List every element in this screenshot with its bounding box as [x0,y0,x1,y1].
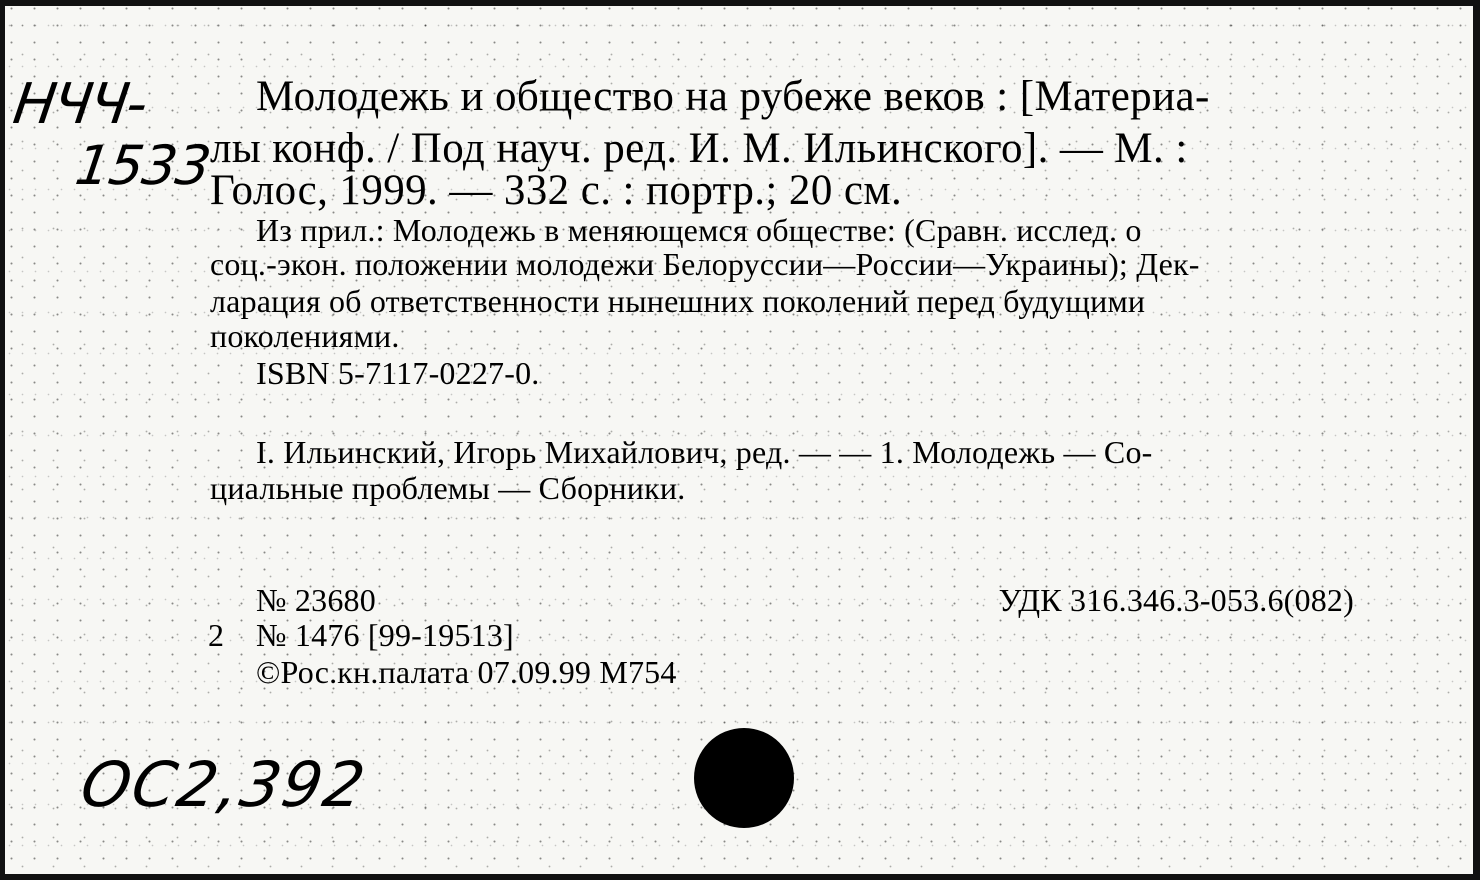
tracing-line-1: I. Ильинский, Игорь Михайлович, ред. — — 1. Молодежь — Со- [256,434,1153,470]
note-line-2: соц.-экон. положении молодежи Белоруссии—России—Украины); Дек- [210,246,1200,282]
note-line-4: поколениями. [210,318,400,354]
note-line-1: Из прил.: Молодежь в меняющемся обществе: (Сравн. исслед. о [256,212,1142,248]
title-line-2: лы конф. / Под науч. ред. И. М. Ильинского]. — М. : [210,125,1188,172]
handwritten-note: ОС2,392 [75,748,373,821]
card-edge-right [1473,0,1480,880]
note-line-3: ларация об ответственности нынешних поколений перед будущими [210,283,1146,319]
book-chamber-stamp: ©Рос.кн.палата 07.09.99 М754 [256,654,677,690]
accession-number-1: № 23680 [256,582,376,618]
copies-count: 2 [208,617,225,653]
punch-hole [694,728,794,828]
shelf-mark-line1: НЧЧ- [9,72,150,137]
udc-code: УДК 316.346.3-053.6(082) [998,582,1354,618]
isbn: ISBN 5-7117-0227-0. [256,355,540,391]
card-edge-bottom [0,874,1480,880]
title-line-1: Молодежь и общество на рубеже веков : [Материа- [256,73,1210,120]
card-edge-left [0,0,5,880]
title-line-3: Голос, 1999. — 332 с. : портр.; 20 см. [210,167,903,214]
accession-number-2: № 1476 [99-19513] [256,617,514,653]
tracing-line-2: циальные проблемы — Сборники. [210,470,686,506]
shelf-mark-line2: 1533 [71,134,214,197]
card-edge-top [0,0,1480,6]
